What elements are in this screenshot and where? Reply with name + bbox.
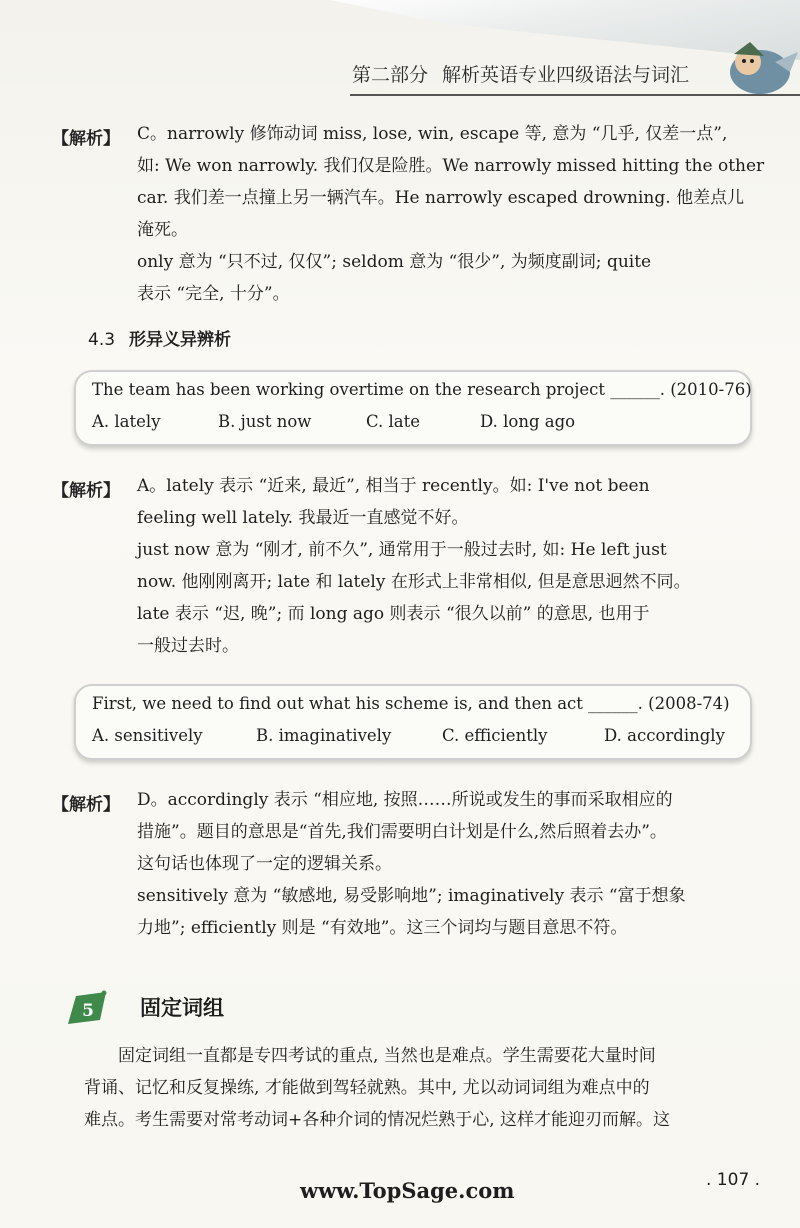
explanation-line: 如: We won narrowly. 我们仅是险胜。We narrowly missed hitting the other: [137, 156, 765, 176]
footer-url: www.TopSage.com: [300, 1178, 515, 1203]
explanation-line: C。narrowly 修饰动词 miss, lose, win, escape 等, 意为 “几乎, 仅差一点”,: [137, 124, 728, 144]
explanation-line: feeling well lately. 我最近一直感觉不好。: [137, 508, 469, 528]
option-a: A. lately: [92, 412, 161, 431]
option-b: B. just now: [218, 412, 312, 431]
explanation-tag: 【解析】: [52, 795, 120, 815]
question-box-1: [74, 370, 752, 446]
question-stem: The team has been working overtime on the research project ______. (2010-76): [92, 380, 752, 399]
explanation-line: just now 意为 “刚才, 前不久”, 通常用于一般过去时, 如: He left just: [137, 540, 667, 560]
explanation-line: 这句话也体现了一定的逻辑关系。: [137, 854, 392, 874]
explanation-line: D。accordingly 表示 “相应地, 按照……所说或发生的事而采取相应的: [137, 790, 673, 810]
explanation-line: only 意为 “只不过, 仅仅”; seldom 意为 “很少”, 为频度副词; quite: [137, 252, 652, 272]
section-number: 4.3: [88, 330, 116, 350]
header-part: 第二部分: [352, 64, 429, 86]
explanation-line: late 表示 “迟, 晚”; 而 long ago 则表示 “很久以前” 的意思, 也用于: [137, 604, 650, 624]
question-box-2: [74, 684, 752, 760]
paragraph-line: 背诵、记忆和反复操练, 才能做到驾轻就熟。其中, 尤以动词词组为难点中的: [84, 1078, 650, 1098]
section-number-badge: [64, 990, 108, 1026]
section-title: 固定词组: [140, 996, 224, 1020]
explanation-line: 一般过去时。: [137, 636, 239, 656]
paragraph-line: 难点。考生需要对常考动词+各种介词的情况烂熟于心, 这样才能迎刃而解。这: [84, 1110, 671, 1130]
explanation-line: A。lately 表示 “近来, 最近”, 相当于 recently。如: I've not been: [137, 476, 650, 496]
explanation-line: 措施”。题目的意思是“首先,我们需要明白计划是什么,然后照着去办”。: [137, 822, 667, 842]
explanation-tag: 【解析】: [52, 129, 120, 149]
explanation-tag: 【解析】: [52, 481, 120, 501]
option-b: B. imaginatively: [256, 726, 392, 745]
explanation-line: 淹死。: [137, 220, 188, 240]
section-5-paragraph: [84, 1040, 670, 1136]
option-a: A. sensitively: [92, 726, 203, 745]
option-c: C. late: [366, 412, 421, 431]
section-badge-number: 5: [82, 1001, 94, 1021]
question-stem: First, we need to find out what his scheme is, and then act ______. (2008-74): [92, 694, 730, 713]
explanation-2: [137, 470, 691, 662]
explanation-3: [137, 784, 686, 944]
explanation-line: sensitively 意为 “敏感地, 易受影响地”; imaginatively 表示 “富于想象: [137, 886, 686, 906]
option-c: C. efficiently: [442, 726, 548, 745]
paragraph-line: 固定词组一直都是专四考试的重点, 当然也是难点。学生需要花大量时间: [118, 1046, 656, 1066]
page-number: . 107 .: [706, 1170, 761, 1190]
explanation-line: 表示 “完全, 十分”。: [137, 284, 290, 304]
section-title: 形异义异辨析: [129, 330, 232, 350]
option-d: D. long ago: [480, 412, 576, 431]
section-heading-4-3: [88, 325, 231, 350]
header-title-text: 解析英语专业四级语法与词汇: [442, 64, 690, 86]
mascot-illustration: [690, 32, 800, 102]
running-header: [352, 60, 712, 87]
option-d: D. accordingly: [604, 726, 725, 745]
explanation-1: [137, 118, 764, 310]
explanation-line: 力地”; efficiently 则是 “有效地”。这三个词均与题目意思不符。: [137, 918, 628, 938]
explanation-line: car. 我们差一点撞上另一辆汽车。He narrowly escaped drowning. 他差点儿: [137, 188, 745, 208]
explanation-line: now. 他刚刚离开; late 和 lately 在形式上非常相似, 但是意思迥然不同。: [137, 572, 691, 592]
